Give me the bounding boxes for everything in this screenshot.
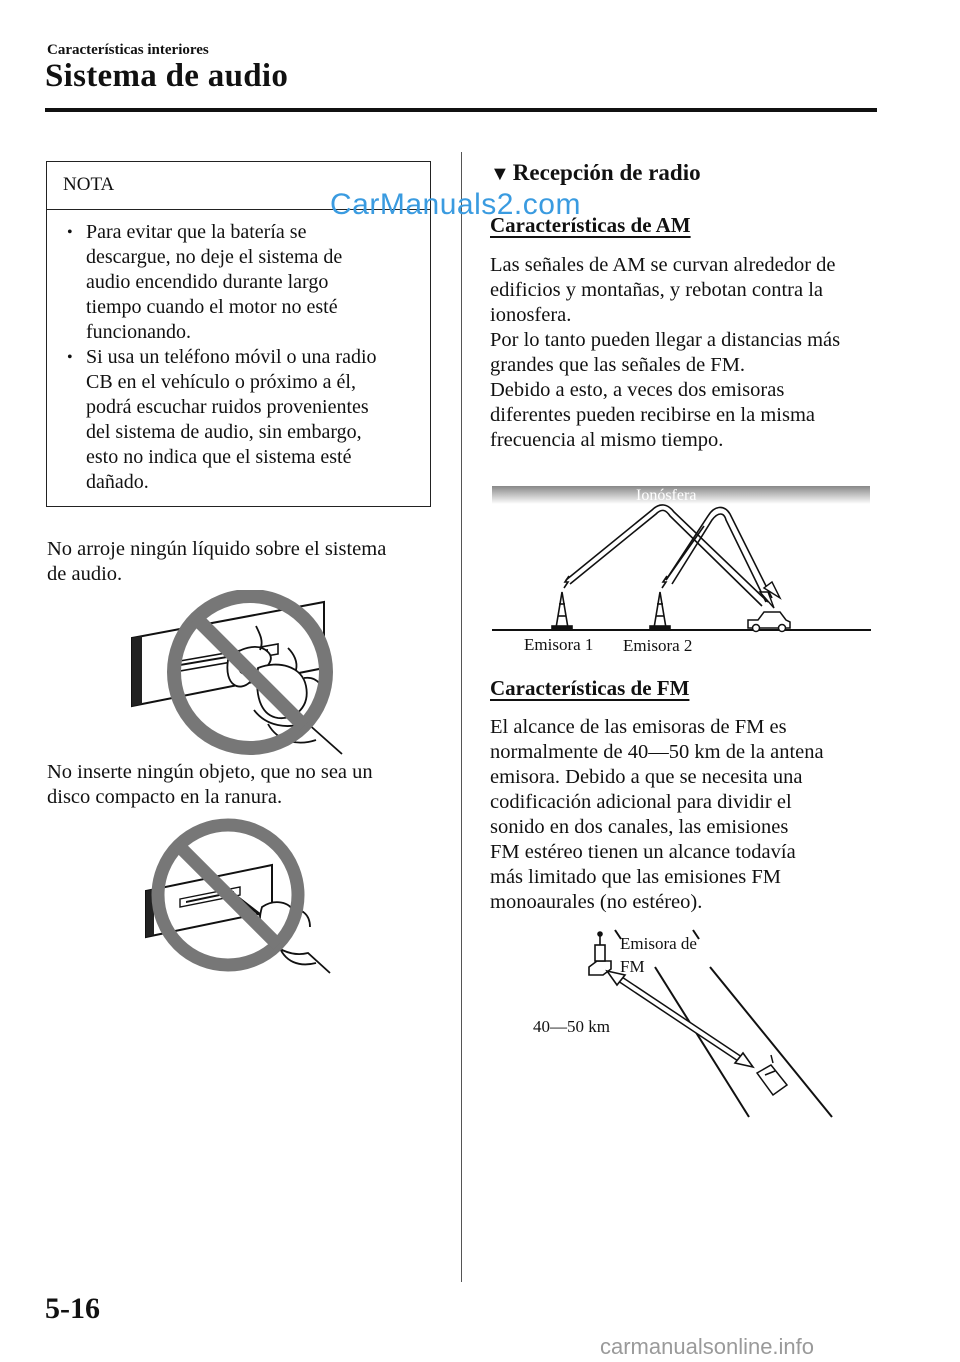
car-icon (757, 1055, 787, 1095)
text-line: grandes que las señales de FM. (490, 354, 746, 376)
note-line: tiempo cuando el motor no esté (86, 296, 338, 318)
note-line: audio encendido durante largo (86, 271, 329, 293)
text-line: codificación adicional para dividir el (490, 791, 792, 813)
text-line: Debido a esto, a veces dos emisoras (490, 379, 785, 401)
note-title: NOTA (63, 174, 115, 195)
fm-station-label-line2: FM (620, 957, 645, 976)
note-line: esto no indica que el sistema esté (86, 446, 352, 468)
fm-range-label: 40—50 km (533, 1017, 610, 1036)
bullet-icon: • (67, 349, 73, 366)
note-line: Para evitar que la batería se (86, 221, 307, 243)
note-line: Si usa un teléfono móvil o una radio (86, 346, 377, 368)
text-line: monoaurales (no estéreo). (490, 891, 703, 913)
note-line: CB en el vehículo o próximo a él, (86, 371, 356, 393)
note-item (61, 345, 426, 495)
text-line: Por lo tanto pueden llegar a distancias más (490, 329, 841, 351)
note-line: funcionando. (86, 321, 191, 343)
text-line: No inserte ningún objeto, que no sea un (47, 761, 373, 783)
text-line: diferentes pueden recibirse en la misma (490, 404, 816, 426)
note-line: del sistema de audio, sin embargo, (86, 421, 362, 443)
section-heading (490, 160, 701, 186)
note-line: dañado. (86, 471, 149, 493)
paragraph-no-object (47, 760, 437, 810)
text-line: frecuencia al mismo tiempo. (490, 429, 724, 451)
fm-heading: Características de FM (490, 676, 690, 700)
antenna-tower-icon (552, 576, 572, 630)
text-line: sonido en dos canales, las emisiones (490, 816, 789, 838)
range-arrow (607, 971, 753, 1067)
section-label: Características interiores (47, 42, 209, 58)
am-diagram (490, 480, 875, 660)
fm-antenna-icon (589, 932, 611, 975)
watermark: CarManuals2.com (330, 188, 581, 221)
text-line: edificios y montañas, y rebotan contra la (490, 279, 824, 301)
signal-wave-paths (566, 505, 772, 606)
column-divider (461, 152, 462, 1282)
text-line: FM estéreo tienen un alcance todavía (490, 841, 796, 863)
fm-diagram (525, 925, 835, 1120)
title-rule (45, 108, 877, 112)
triangle-marker-icon: ▼ (490, 163, 510, 185)
fm-paragraph (490, 715, 880, 915)
no-object-illustration (144, 815, 334, 980)
antenna-tower-icon (650, 576, 670, 630)
footer-watermark: carmanualsonline.info (600, 1334, 815, 1359)
note-list (61, 220, 426, 495)
page-title: Sistema de audio (45, 58, 289, 94)
section-heading-text: Recepción de radio (512, 160, 701, 185)
station-2-label: Emisora 2 (623, 636, 693, 655)
fm-station-label-line1: Emisora de (620, 934, 697, 953)
text-line: No arroje ningún líquido sobre el sistema (47, 538, 387, 560)
note-line: descargue, no deje el sistema de (86, 246, 343, 268)
bullet-icon: • (67, 224, 73, 241)
text-line: emisora. Debido a que se necesita una (490, 766, 803, 788)
text-line: normalmente de 40—50 km de la antena (490, 741, 824, 763)
text-line: El alcance de las emisoras de FM es (490, 716, 787, 738)
note-item (61, 220, 426, 345)
text-line: más limitado que las emisiones FM (490, 866, 781, 888)
note-line: podrá escuchar ruidos provenientes (86, 396, 369, 418)
text-line: Las señales de AM se curvan alrededor de (490, 254, 836, 276)
ionosphere-label: Ionósfera (636, 487, 697, 504)
text-line: ionosfera. (490, 304, 572, 326)
am-heading: Características de AM (490, 213, 691, 237)
text-line: disco compacto en la ranura. (47, 786, 283, 808)
road-edges (615, 930, 832, 1117)
paragraph-no-liquid (47, 537, 437, 587)
am-paragraph (490, 253, 880, 453)
no-liquid-illustration (128, 590, 358, 760)
car-icon (748, 612, 790, 632)
station-1-label: Emisora 1 (524, 635, 594, 654)
page-number: 5-16 (45, 1292, 100, 1325)
text-line: de audio. (47, 563, 123, 585)
